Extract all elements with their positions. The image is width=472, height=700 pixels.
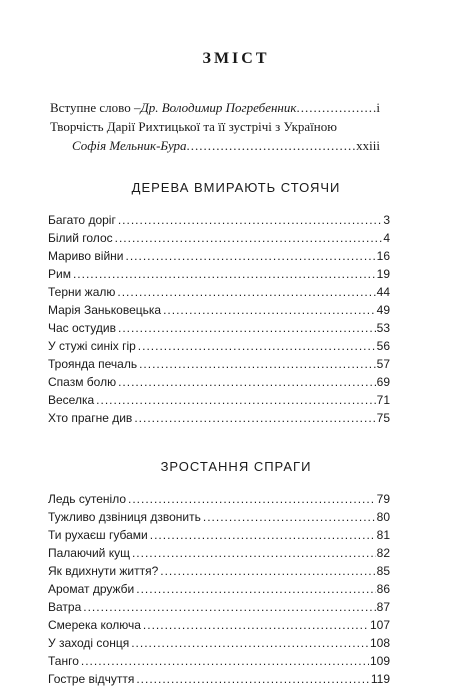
toc-entry-page-number: 85 <box>376 564 390 578</box>
toc-entry <box>48 337 390 355</box>
toc-entry <box>48 580 390 598</box>
toc-entry-page-number: 108 <box>369 636 390 650</box>
toc-entry <box>48 301 390 319</box>
toc-entry-page-number: 19 <box>376 267 390 281</box>
dot-leader <box>143 616 369 634</box>
toc-entry <box>48 211 390 229</box>
toc-entry-title: Терни жалю <box>48 285 116 299</box>
toc-entry <box>48 229 390 247</box>
toc-entry-title: Марія Заньковецька <box>48 303 162 317</box>
toc-entry-title: Спазм болю <box>48 375 117 389</box>
toc-entry-title: Хто прагне див <box>48 411 133 425</box>
toc-entry-title: Ледь сутеніло <box>48 492 127 506</box>
dot-leader <box>132 544 376 562</box>
intro-line-foreword <box>50 98 380 117</box>
toc-entry-title: Багато доріг <box>48 213 116 227</box>
toc-entry-page-number: 57 <box>376 357 390 371</box>
toc-entry-page-number: 3 <box>383 213 390 227</box>
toc-entry <box>48 616 390 634</box>
intro-line-essay-author <box>50 136 380 155</box>
dot-leader <box>139 355 376 373</box>
toc-entry-page-number: 109 <box>369 654 390 668</box>
toc-entry-page-number: 49 <box>376 303 390 317</box>
toc-entry <box>48 508 390 526</box>
toc-entry-title: Рим <box>48 267 71 281</box>
toc-entry-title: Ти рухаєш губами <box>48 528 148 542</box>
toc-entry <box>48 265 390 283</box>
toc-entry-page-number: 75 <box>376 411 390 425</box>
toc-entry-page-number: 82 <box>376 546 390 560</box>
dot-leader <box>96 391 375 409</box>
toc-entry <box>48 247 390 265</box>
toc-entry-page-number: 56 <box>376 339 390 353</box>
dot-leader <box>128 490 376 508</box>
toc-entry <box>48 391 390 409</box>
toc-entry-title: Як вдихнути життя? <box>48 564 159 578</box>
toc-entry-title: Гостре відчуття <box>48 672 135 686</box>
intro-page-number: xxiii <box>356 138 380 153</box>
toc-entry-title: У заході сонця <box>48 636 130 650</box>
toc-entry-title: Танго <box>48 654 79 668</box>
dot-leader <box>73 265 376 283</box>
dot-leader <box>115 229 383 247</box>
intro-line-essay-title <box>50 117 380 136</box>
toc-entry-page-number: 107 <box>369 618 390 632</box>
toc-entry-title: Смерека колюча <box>48 618 141 632</box>
dot-leader <box>118 319 376 337</box>
toc-entry-page-number: 119 <box>370 672 390 686</box>
toc-entry-title: Палаючий кущ <box>48 546 130 560</box>
toc-entry-page-number: 86 <box>376 582 390 596</box>
toc-entry <box>48 544 390 562</box>
dot-leader <box>131 634 369 652</box>
toc-entry-page-number: 69 <box>376 375 390 389</box>
dot-leader <box>83 598 375 616</box>
toc-entry-title: Тужливо дзвіниця дзвонить <box>48 510 201 524</box>
toc-entry-page-number: 16 <box>376 249 390 263</box>
dot-leader <box>138 337 376 355</box>
section-heading: ДЕРЕВА ВМИРАЮТЬ СТОЯЧИ <box>131 180 341 195</box>
dot-leader <box>136 670 370 688</box>
toc-entry <box>48 355 390 373</box>
dot-leader <box>136 580 375 598</box>
toc-entry <box>48 409 390 427</box>
toc-entry-page-number: 53 <box>376 321 390 335</box>
dot-leader <box>150 526 376 544</box>
dot-leader <box>160 562 375 580</box>
dot-leader <box>81 652 369 670</box>
toc-entry <box>48 526 390 544</box>
dot-leader <box>118 373 376 391</box>
toc-entry-title: Троянда печаль <box>48 357 138 371</box>
toc-entry <box>48 670 390 688</box>
toc-entry-title: У стужі синіх гір <box>48 339 136 353</box>
toc-entry-title: Веселка <box>48 393 95 407</box>
toc-entry-page-number: 71 <box>376 393 390 407</box>
toc-entry <box>48 319 390 337</box>
toc-entry <box>48 652 390 670</box>
toc-entry <box>48 490 390 508</box>
toc-entry-title: Аромат дружби <box>48 582 135 596</box>
toc-entry-page-number: 80 <box>376 510 390 524</box>
dot-leader <box>296 98 376 117</box>
toc-entry-title: Ватра <box>48 600 82 614</box>
dot-leader <box>117 283 375 301</box>
toc-list <box>48 211 390 427</box>
section-heading: ЗРОСТАННЯ СПРАГИ <box>160 459 312 474</box>
toc-entry <box>48 283 390 301</box>
toc-entry <box>48 562 390 580</box>
toc-entry-page-number: 4 <box>383 231 390 245</box>
toc-entry-title: Білий голос <box>48 231 113 245</box>
dot-leader <box>187 136 357 155</box>
toc-list <box>48 490 390 688</box>
intro-page-number: i <box>376 100 380 115</box>
dot-leader <box>134 409 375 427</box>
dot-leader <box>163 301 376 319</box>
toc-entry <box>48 598 390 616</box>
page-title: ЗМІСТ <box>202 50 270 67</box>
toc-entry-page-number: 87 <box>376 600 390 614</box>
intro-label: Творчість Дарії Рихтицької та її зустрічі з Україною <box>50 119 337 134</box>
dot-leader <box>118 211 382 229</box>
dot-leader <box>203 508 376 526</box>
toc-entry-title: Час остудив <box>48 321 116 335</box>
toc-entry-page-number: 79 <box>376 492 390 506</box>
intro-author: Софія Мельник-Бура <box>72 138 187 153</box>
dot-leader <box>126 247 376 265</box>
toc-entry <box>48 373 390 391</box>
intro-block <box>50 98 380 155</box>
intro-author: Др. Володимир Погребенник <box>140 100 297 115</box>
toc-entry <box>48 634 390 652</box>
toc-entry-title: Мариво війни <box>48 249 124 263</box>
toc-entry-page-number: 81 <box>376 528 390 542</box>
toc-entry-page-number: 44 <box>376 285 390 299</box>
intro-label: Вступне слово – <box>50 100 141 115</box>
